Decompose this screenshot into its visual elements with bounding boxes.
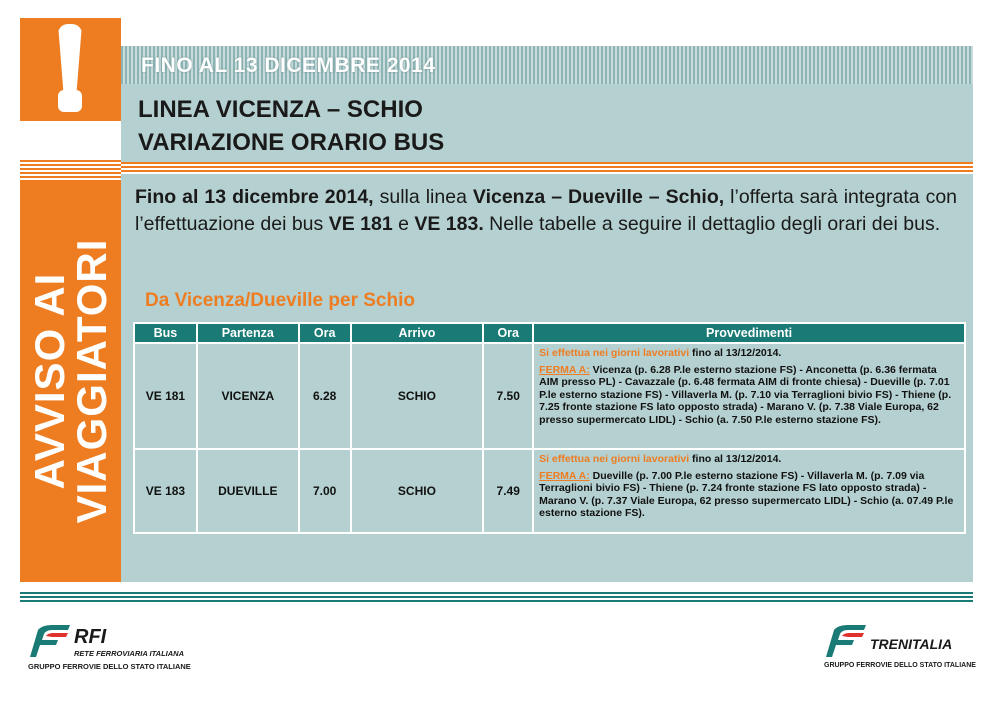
exclamation-dot-icon <box>58 90 82 112</box>
col-arrivo: Arrivo <box>351 323 484 343</box>
cell-partenza: VICENZA <box>197 343 299 449</box>
prov-until: fino al 13/12/2014. <box>689 347 782 359</box>
intro-text-4: Nelle tabelle a seguire il dettaglio degli orari dei bus. <box>483 213 941 235</box>
trenitalia-logo <box>824 624 974 674</box>
fs-logo-icon <box>28 624 72 658</box>
cell-bus: VE 183 <box>134 449 197 533</box>
cell-bus: VE 181 <box>134 343 197 449</box>
col-provvedimenti: Provvedimenti <box>533 323 965 343</box>
trenitalia-sub: GRUPPO FERROVIE DELLO STATO ITALIANE <box>824 662 976 669</box>
header-date: FINO AL 13 DICEMBRE 2014 <box>141 54 436 77</box>
header-band <box>121 46 973 84</box>
rfi-brand: RFI <box>74 626 107 648</box>
sidebar-gap <box>20 121 121 161</box>
prov-until: fino al 13/12/2014. <box>689 453 782 465</box>
intro-text-3: e <box>392 213 415 235</box>
footer-separator <box>20 592 973 604</box>
schedule-table <box>133 322 966 534</box>
cell-arrivo: SCHIO <box>351 343 484 449</box>
prov-stops: Vicenza (p. 6.28 P.le esterno stazione FS) - Anconetta (p. 6.36 fermata AIM presso PL) - Cavazzale (p. 6.48 fermata AIM di fronte chiesa) - Dueville (p. 7.01 P.le esterno stazione FS) - Villaverla M. (p. 7.10 via Terraglioni bivio FS) - Thiene (p. 7.25 fronte stazione FS lato opposto strada) - Marano V. (p. 7.38 Viale Europa, 62 presso supermercato LIDL) - Schio (a. 7.50 P.le esterno stazione FS). <box>539 363 952 426</box>
col-ora-arrivo: Ora <box>483 323 533 343</box>
rfi-sub-1: RETE FERROVIARIA ITALIANA <box>74 649 184 658</box>
route-title: Da Vicenza/Dueville per Schio <box>145 290 415 311</box>
intro-bold-2: Vicenza – Dueville – Schio, <box>472 186 725 208</box>
col-ora-partenza: Ora <box>299 323 351 343</box>
title-line-2: VARIAZIONE ORARIO BUS <box>138 129 445 156</box>
cell-ora-arrivo: 7.49 <box>483 449 533 533</box>
cell-provvedimenti <box>533 449 965 533</box>
vertical-line-2: VIAGGIATORI <box>67 238 115 524</box>
rfi-sub-2: GRUPPO FERROVIE DELLO STATO ITALIANE <box>28 662 191 671</box>
rfi-logo <box>28 624 198 674</box>
intro-bold-4: VE 183. <box>414 213 484 235</box>
vertical-line-1: AVVISO AI <box>25 272 73 490</box>
cell-ora-arrivo: 7.50 <box>483 343 533 449</box>
cell-ora-partenza: 6.28 <box>299 343 351 449</box>
cell-ora-partenza: 7.00 <box>299 449 351 533</box>
title-line-1: LINEA VICENZA – SCHIO <box>138 96 423 123</box>
col-bus: Bus <box>134 323 197 343</box>
trenitalia-brand: TRENITALIA <box>870 636 953 652</box>
prov-stops: Dueville (p. 7.00 P.le esterno stazione FS) - Villaverla M. (p. 7.09 via Terraglioni bivio FS) - Thiene (p. 7.24 fronte stazione FS lato opposto strada) - Marano V. (p. 7.37 Viale Europa, 62 presso supermercato LIDL) - Schio (a. 07.49 P.le esterno stazione FS). <box>539 469 954 520</box>
prov-intro: Si effettua nei giorni lavorativi <box>539 453 690 465</box>
col-partenza: Partenza <box>197 323 299 343</box>
cell-provvedimenti <box>533 343 965 449</box>
intro-text-2: l’offerta sarà integrata con l’effettuazione dei bus <box>135 186 958 235</box>
intro-bold-1: Fino al 13 dicembre 2014, <box>135 186 374 208</box>
intro-paragraph <box>135 184 957 238</box>
table-row <box>134 343 965 449</box>
intro-text-1: sulla linea <box>373 186 473 208</box>
cell-partenza: DUEVILLE <box>197 449 299 533</box>
table-row <box>134 449 965 533</box>
intro-bold-3: VE 181 <box>328 213 393 235</box>
content-area <box>121 174 973 582</box>
separator <box>121 162 973 174</box>
title-area <box>121 84 973 162</box>
prov-ferma: FERMA A: <box>539 363 590 376</box>
fs-logo-icon <box>824 624 868 658</box>
sidebar-vertical-label <box>20 180 121 582</box>
prov-ferma: FERMA A: <box>539 469 590 482</box>
cell-arrivo: SCHIO <box>351 449 484 533</box>
prov-intro: Si effettua nei giorni lavorativi <box>539 347 690 359</box>
table-header-row <box>134 323 965 343</box>
sidebar-stripes <box>20 160 121 180</box>
